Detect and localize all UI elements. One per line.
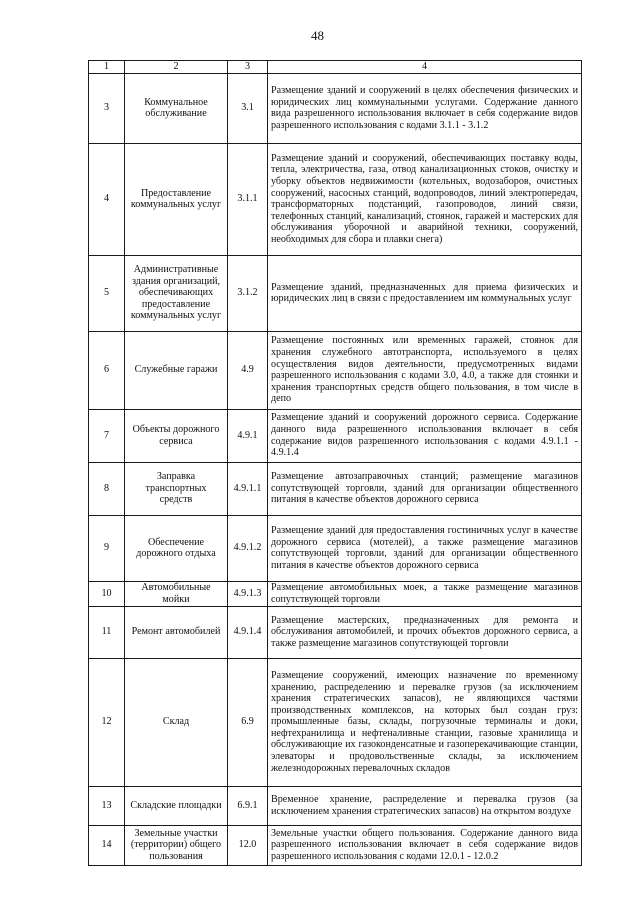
- row-number: 3: [89, 73, 125, 143]
- row-number: 14: [89, 825, 125, 865]
- row-code: 4.9: [228, 331, 268, 409]
- header-col-3: 3: [228, 61, 268, 74]
- table-row: [89, 606, 582, 658]
- row-description: Размещение зданий для предоставления гостиничных услуг в качестве дорожного сервиса (мотелей), а также размещение магазинов сопутствующей торговли, зданий для организации общественного питания в качестве объектов дорожного сервиса: [268, 515, 582, 581]
- row-name: Автомобильные мойки: [125, 581, 228, 606]
- row-name: Предоставление коммунальных услуг: [125, 143, 228, 255]
- row-code: 6.9: [228, 658, 268, 786]
- row-description: Размещение сооружений, имеющих назначение по временному хранению, распределению и перевалке грузов (за исключением хранения стратегических запасов), не являющихся частями производственных комплексов, на которых был создан груз: промышленные базы, склады, погрузочные терминалы и доки, нефтехранилища и нефтеналивные станции, газовые хранилища и обслуживающие их газоконденсатные и газоперекачивающие станции, элеваторы и продовольственные склады, за исключением железнодорожных перевалочных складов: [268, 658, 582, 786]
- land-use-table: [88, 60, 582, 866]
- row-code: 4.9.1: [228, 409, 268, 462]
- row-name: Складские площадки: [125, 786, 228, 825]
- table-row: [89, 73, 582, 143]
- table-row: [89, 409, 582, 462]
- row-name: Обеспечение дорожного отдыха: [125, 515, 228, 581]
- row-code: 4.9.1.1: [228, 462, 268, 515]
- table-row: [89, 581, 582, 606]
- table-row: [89, 143, 582, 255]
- row-number: 5: [89, 255, 125, 331]
- row-number: 9: [89, 515, 125, 581]
- row-description: Размещение автомобильных моек, а также размещение магазинов сопутствующей торговли: [268, 581, 582, 606]
- row-code: 3.1.1: [228, 143, 268, 255]
- row-number: 13: [89, 786, 125, 825]
- table-row: [89, 331, 582, 409]
- table-row: [89, 786, 582, 825]
- table-row: [89, 658, 582, 786]
- row-number: 10: [89, 581, 125, 606]
- row-name: Ремонт автомобилей: [125, 606, 228, 658]
- row-name: Склад: [125, 658, 228, 786]
- row-name: Административные здания организаций, обеспечивающих предоставление коммунальных услуг: [125, 255, 228, 331]
- row-code: 3.1: [228, 73, 268, 143]
- row-description: Земельные участки общего пользования. Содержание данного вида разрешенного использования включает в себя содержание видов разрешенного использования с кодами 12.0.1 - 12.0.2: [268, 825, 582, 865]
- row-code: 6.9.1: [228, 786, 268, 825]
- row-description: Размещение зданий и сооружений в целях обеспечения физических и юридических лиц коммунальными услугами. Содержание данного вида разрешенного использования включает в себя содержание видов разрешенного использования с кодами 3.1.1 - 3.1.2: [268, 73, 582, 143]
- header-col-4: 4: [268, 61, 582, 74]
- row-code: 4.9.1.2: [228, 515, 268, 581]
- row-code: 3.1.2: [228, 255, 268, 331]
- row-number: 8: [89, 462, 125, 515]
- row-code: 12.0: [228, 825, 268, 865]
- header-col-2: 2: [125, 61, 228, 74]
- row-name: Коммунальное обслуживание: [125, 73, 228, 143]
- row-number: 11: [89, 606, 125, 658]
- row-name: Объекты дорожного сервиса: [125, 409, 228, 462]
- row-number: 4: [89, 143, 125, 255]
- row-name: Заправка транспортных средств: [125, 462, 228, 515]
- header-col-1: 1: [89, 61, 125, 74]
- table-row: [89, 825, 582, 865]
- table-row: [89, 255, 582, 331]
- row-code: 4.9.1.3: [228, 581, 268, 606]
- row-description: Размещение зданий, предназначенных для приема физических и юридических лиц в связи с предоставлением им коммунальных услуг: [268, 255, 582, 331]
- table-row: [89, 462, 582, 515]
- row-description: Размещение зданий и сооружений дорожного сервиса. Содержание данного вида разрешенного использования включает в себя содержание видов разрешенного использования с кодами 4.9.1.1 - 4.9.1.4: [268, 409, 582, 462]
- table-header-row: [89, 61, 582, 74]
- row-description: Размещение автозаправочных станций; размещение магазинов сопутствующей торговли, зданий для организации общественного питания в качестве объектов дорожного сервиса: [268, 462, 582, 515]
- row-number: 7: [89, 409, 125, 462]
- row-number: 12: [89, 658, 125, 786]
- row-description: Размещение зданий и сооружений, обеспечивающих поставку воды, тепла, электричества, газа, отвод канализационных стоков, очистку и уборку объектов недвижимости (котельных, водозаборов, очистных сооружений, насосных станций, водопроводов, линий электропередач, трансформаторных подстанций, газопроводов, линий связи, телефонных станций, канализаций, стоянок, гаражей и мастерских для обслуживания уборочной и аварийной техники, сооружений, необходимых для сбора и плавки снега): [268, 143, 582, 255]
- row-name: Земельные участки (территории) общего пользования: [125, 825, 228, 865]
- row-number: 6: [89, 331, 125, 409]
- row-description: Размещение мастерских, предназначенных для ремонта и обслуживания автомобилей, и прочих объектов дорожного сервиса, а также размещение магазинов сопутствующей торговли: [268, 606, 582, 658]
- row-code: 4.9.1.4: [228, 606, 268, 658]
- row-description: Временное хранение, распределение и перевалка грузов (за исключением хранения стратегических запасов) на открытом воздухе: [268, 786, 582, 825]
- row-name: Служебные гаражи: [125, 331, 228, 409]
- table-row: [89, 515, 582, 581]
- page-number: 48: [311, 28, 324, 43]
- row-description: Размещение постоянных или временных гаражей, стоянок для хранения служебного автотранспорта, используемого в целях осуществления видов деятельности, предусмотренных видами разрешенного использования с кодами 3.0, 4.0, а также для стоянки и хранения транспортных средств общего пользования, в том числе в депо: [268, 331, 582, 409]
